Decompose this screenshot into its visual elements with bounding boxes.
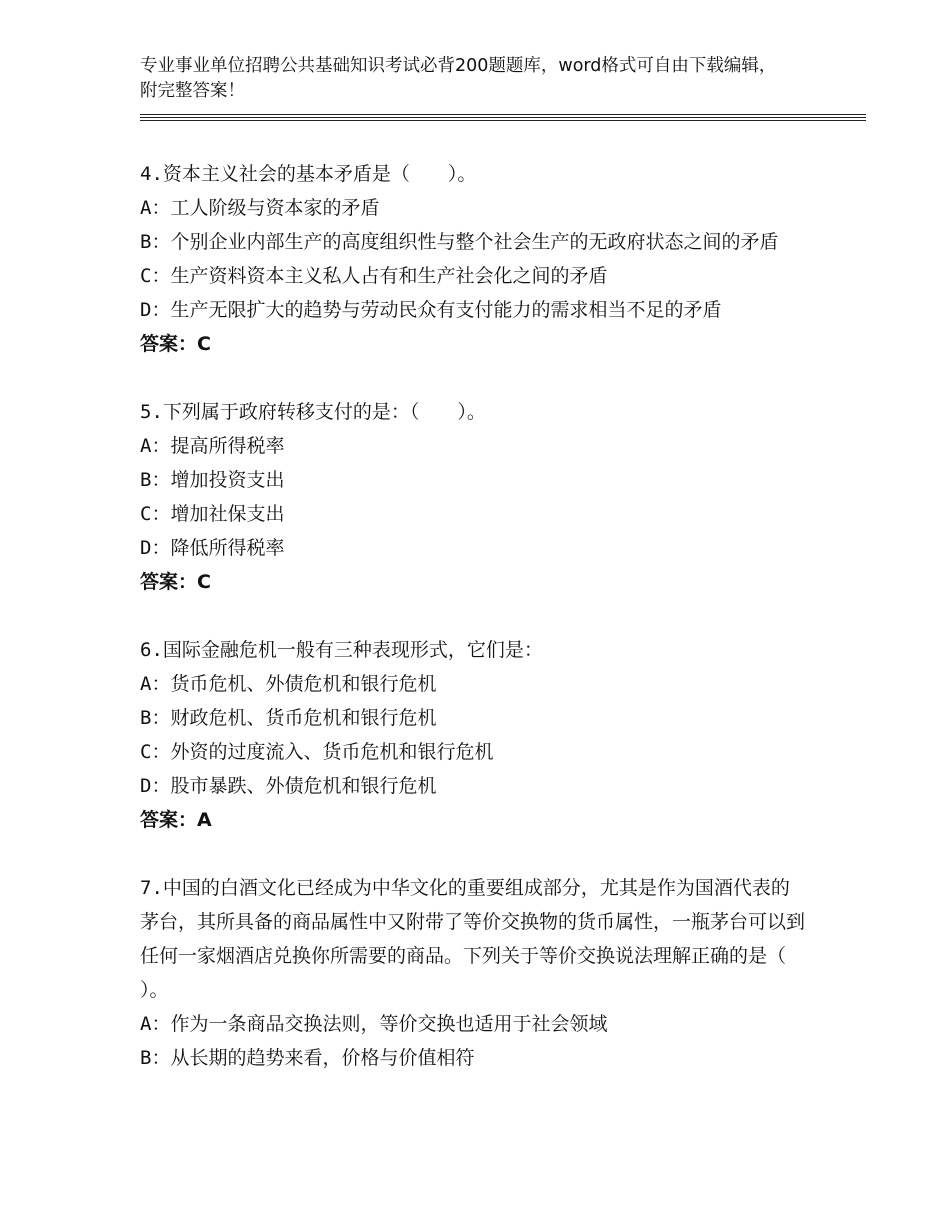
answer: 答案：C [140,571,211,593]
question-5 [140,395,868,599]
option-b: B：财政危机、货币危机和银行危机 [140,707,437,729]
option-a: A：工人阶级与资本家的矛盾 [140,197,380,219]
question-text: 5.下列属于政府转移支付的是：（ ）。 [140,401,486,423]
option-c: C：生产资料资本主义私人占有和生产社会化之间的矛盾 [140,265,608,287]
question-text: 4.资本主义社会的基本矛盾是（ ）。 [140,163,477,185]
answer: 答案：C [140,333,211,355]
option-d: D：降低所得税率 [140,537,285,559]
option-a: A：作为一条商品交换法则，等价交换也适用于社会领域 [140,1013,608,1035]
question-7 [140,871,868,1075]
document-page [140,54,868,1109]
document-header: 专业事业单位招聘公共基础知识考试必背200题题库，word格式可自由下载编辑，附完整答案！ [140,56,777,101]
option-a: A：提高所得税率 [140,435,285,457]
question-4 [140,157,868,361]
option-b: B：从长期的趋势来看，价格与价值相符 [140,1047,475,1069]
option-d: D：生产无限扩大的趋势与劳动民众有支付能力的需求相当不足的矛盾 [140,299,722,321]
option-b: B：增加投资支出 [140,469,285,491]
option-b: B：个别企业内部生产的高度组织性与整个社会生产的无政府状态之间的矛盾 [140,231,779,253]
question-text: 6.国际金融危机一般有三种表现形式，它们是： [140,639,543,661]
question-6 [140,633,868,837]
option-c: C：外资的过度流入、货币危机和银行危机 [140,741,494,763]
header-divider [140,114,866,121]
option-a: A：货币危机、外债危机和银行危机 [140,673,437,695]
answer: 答案：A [140,809,212,831]
option-c: C：增加社保支出 [140,503,285,525]
question-list [140,157,868,1075]
question-text: 7.中国的白酒文化已经成为中华文化的重要组成部分，尤其是作为国酒代表的茅台，其所具备的商品属性中又附带了等价交换物的货币属性，一瓶茅台可以到任何一家烟酒店兑换你所需要的商品。下列关于等价交换说法理解正确的是（ ）。 [140,877,825,1001]
option-d: D：股市暴跌、外债危机和银行危机 [140,775,437,797]
